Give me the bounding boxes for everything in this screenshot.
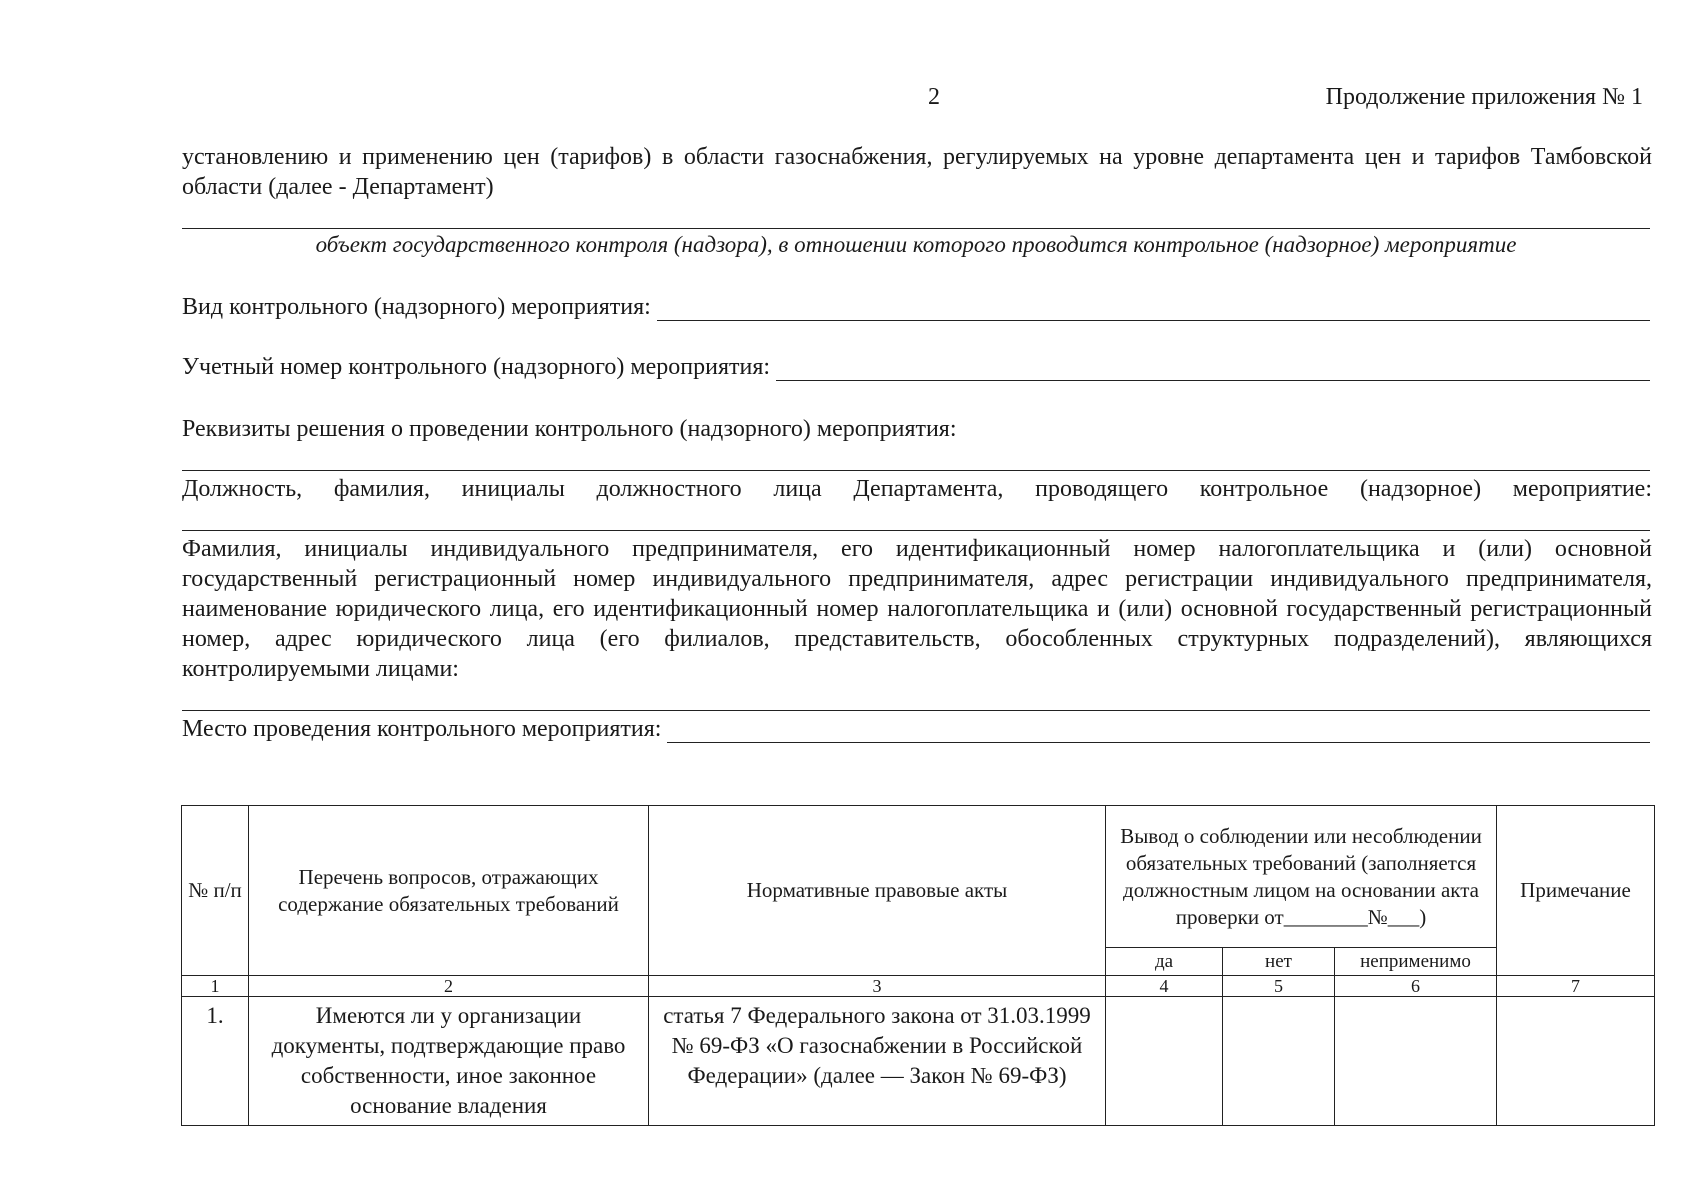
- col-number: 7: [1497, 976, 1655, 997]
- table-row: [182, 997, 1655, 1126]
- row-yes-cell[interactable]: [1106, 997, 1223, 1126]
- row-no-cell[interactable]: [1223, 997, 1335, 1126]
- col-no-header: нет: [1223, 948, 1335, 976]
- col-number: 6: [1335, 976, 1497, 997]
- checklist-table: [181, 805, 1655, 1126]
- col-number: 4: [1106, 976, 1223, 997]
- col-number: 3: [649, 976, 1106, 997]
- row-number: 1.: [182, 997, 249, 1126]
- place-input-line[interactable]: [667, 720, 1650, 743]
- official-input-line[interactable]: [182, 530, 1650, 531]
- kind-input-line[interactable]: [657, 298, 1650, 321]
- col-yes-header: да: [1106, 948, 1223, 976]
- account-number-field: [182, 354, 1650, 381]
- header-row: [182, 806, 1655, 948]
- col-number: 5: [1223, 976, 1335, 997]
- kind-label: Вид контрольного (надзорного) мероприятия:: [182, 294, 651, 320]
- col-na-header: неприменимо: [1335, 948, 1497, 976]
- column-number-row: [182, 976, 1655, 997]
- controlled-persons-input-line[interactable]: [182, 710, 1650, 711]
- account-number-label: Учетный номер контрольного (надзорного) мероприятия:: [182, 354, 771, 380]
- col-conclusion-header: Вывод о соблюдении или несоблюдении обязательных требований (заполняется должностным лицом на основании акта проверки от________№___): [1106, 806, 1497, 948]
- official-label: Должность, фамилия, инициалы должностного лица Департамента, проводящего контрольное (надзорное) мероприятие:: [182, 476, 1652, 502]
- place-label: Место проведения контрольного мероприятия:: [182, 716, 662, 742]
- kind-field: [182, 294, 1650, 321]
- decision-input-line[interactable]: [182, 470, 1650, 471]
- col-acts-header: Нормативные правовые акты: [649, 806, 1106, 976]
- intro-rule: [182, 228, 1650, 229]
- row-question: Имеются ли у организации документы, подтверждающие право собственности, иное законное основание владения: [249, 997, 649, 1126]
- row-act: статья 7 Федерального закона от 31.03.1999 № 69-ФЗ «О газоснабжении в Российской Федерации» (далее — Закон № 69-ФЗ): [649, 997, 1106, 1126]
- intro-text: установлению и применению цен (тарифов) в области газоснабжения, регулируемых на уровне департамента цен и тарифов Тамбовской области (далее - Департамент): [182, 144, 1652, 200]
- page-number: 2: [928, 84, 940, 110]
- row-na-cell[interactable]: [1335, 997, 1497, 1126]
- col-number: 1: [182, 976, 249, 997]
- col-questions-header: Перечень вопросов, отражающих содержание обязательных требований: [249, 806, 649, 976]
- col-note-header: Примечание: [1497, 806, 1655, 976]
- col-num-header: № п/п: [182, 806, 249, 976]
- controlled-persons-label: Фамилия, инициалы индивидуального предпринимателя, его идентификационный номер налогоплательщика и (или) основной государственный регистрационный номер индивидуального предпринимателя, адрес регистрации индивидуального предпринимателя, наименование юридического лица, его идентификационный номер налогоплательщика и (или) основной государственный регистрационный номер, адрес юридического лица (его филиалов, представительств, обособленных структурных подразделений), являющихся контролируемыми лицами:: [182, 536, 1652, 682]
- object-caption: объект государственного контроля (надзора), в отношении которого проводится контрольное (надзорное) мероприятие: [315, 232, 1517, 257]
- row-note-cell[interactable]: [1497, 997, 1655, 1126]
- account-number-input-line[interactable]: [776, 358, 1650, 381]
- decision-label: Реквизиты решения о проведении контрольного (надзорного) мероприятия:: [182, 416, 957, 442]
- place-field: [182, 716, 1650, 743]
- col-number: 2: [249, 976, 649, 997]
- continuation-label: Продолжение приложения № 1: [1325, 84, 1643, 110]
